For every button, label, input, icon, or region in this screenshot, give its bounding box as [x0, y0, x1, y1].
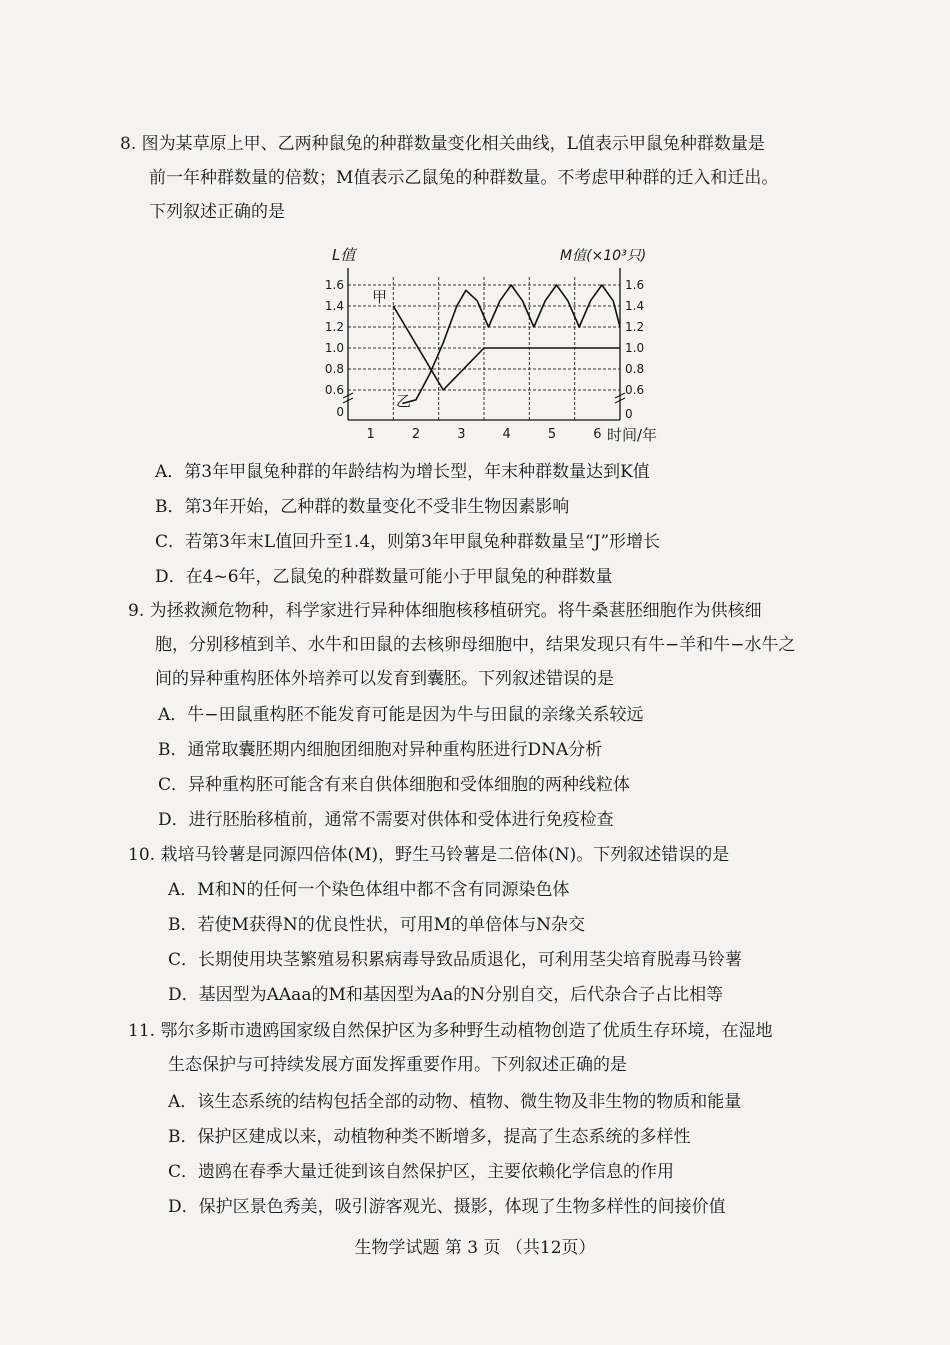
- question-stem-line: 图为某草原上甲、乙两种鼠兔的种群数量变化相关曲线，L值表示甲鼠兔种群数量是: [141, 134, 765, 154]
- option-8a: A．第3年甲鼠兔种群的年龄结构为增长型，年末种群数量达到K值: [155, 462, 650, 482]
- option-10c: C．长期使用块茎繁殖易积累病毒导致品质退化，可利用茎尖培育脱毒马铃薯: [168, 950, 743, 970]
- question-10: [128, 838, 729, 872]
- question-11: [128, 1014, 772, 1082]
- question-stem-line: 鄂尔多斯市遗鸥国家级自然保护区为多种野生动植物创造了优质生存环境，在湿地: [160, 1021, 773, 1041]
- option-10b: B．若使M获得N的优良性状，可用M的单倍体与N杂交: [168, 915, 586, 935]
- y-tick-left: 0.8: [324, 362, 344, 376]
- y-tick-left: 0.6: [324, 383, 344, 397]
- option-11d: D．保护区景色秀美，吸引游客观光、摄影，体现了生物多样性的间接价值: [168, 1197, 726, 1217]
- y-tick-right: 1.2: [625, 320, 645, 334]
- series-label-yi: 乙: [396, 392, 412, 410]
- y-tick-right: 0.8: [625, 362, 645, 376]
- option-8b: B．第3年开始，乙种群的数量变化不受非生物因素影响: [155, 497, 570, 517]
- question-stem-line: 前一年种群数量的倍数；M值表示乙鼠兔的种群数量。不考虑甲种群的迁入和迁出。: [149, 168, 779, 188]
- x-tick: 3: [457, 427, 466, 442]
- x-tick: 4: [502, 427, 511, 442]
- option-9b: B．通常取囊胚期内细胞团细胞对异种重构胚进行DNA分析: [158, 740, 603, 760]
- question-number: 8.: [120, 134, 137, 154]
- y-tick-zero-right: 0: [625, 407, 633, 421]
- option-10a: A．M和N的任何一个染色体组中都不含有同源染色体: [168, 880, 570, 900]
- option-9a: A．牛−田鼠重构胚不能发育可能是因为牛与田鼠的亲缘关系较远: [158, 705, 644, 725]
- question-stem-line: 生态保护与可持续发展方面发挥重要作用。下列叙述正确的是: [168, 1055, 627, 1075]
- x-tick: 6: [593, 427, 602, 442]
- x-tick: 5: [547, 427, 557, 442]
- series-line-yi: [402, 285, 620, 404]
- page-footer: 生物学试题 第 3 页 （共12页）: [354, 1238, 596, 1258]
- y-tick-right: 1.6: [625, 278, 645, 292]
- option-8d: D．在4~6年，乙鼠兔的种群数量可能小于甲鼠兔的种群数量: [155, 567, 613, 587]
- left-axis-label: L值: [332, 246, 356, 264]
- series-label-jia: 甲: [372, 288, 388, 306]
- question-stem-line: 胞，分别移植到羊、水牛和田鼠的去核卵母细胞中，结果发现只有牛−羊和牛−水牛之: [155, 635, 796, 655]
- y-tick-right: 1.4: [625, 299, 645, 313]
- question-8: [120, 127, 778, 229]
- option-9d: D．进行胚胎移植前，通常不需要对供体和受体进行免疫检查: [158, 810, 614, 830]
- question-stem-line: 间的异种重构胚体外培养可以发育到囊胚。下列叙述错误的是: [155, 669, 614, 689]
- right-axis-label: M值(×10³只): [560, 248, 647, 264]
- x-tick: 1: [366, 427, 375, 442]
- option-11c: C．遗鸥在春季大量迁徙到该自然保护区，主要依赖化学信息的作用: [168, 1162, 675, 1182]
- y-tick-left: 1.6: [324, 278, 344, 292]
- question-number: 10.: [128, 845, 156, 865]
- option-9c: C．异种重构胚可能含有来自供体细胞和受体细胞的两种线粒体: [158, 775, 631, 795]
- y-tick-right: 0.6: [625, 383, 645, 397]
- question-number: 9.: [128, 601, 145, 621]
- y-tick-left: 1.4: [324, 299, 344, 313]
- chart-series: [393, 285, 620, 404]
- question-stem-line: 栽培马铃薯是同源四倍体(M)，野生马铃薯是二倍体(N)。下列叙述错误的是: [160, 845, 730, 865]
- option-11b: B．保护区建成以来，动植物种类不断增多，提高了生态系统的多样性: [168, 1127, 691, 1147]
- x-tick: 2: [411, 427, 421, 442]
- y-tick-right: 1.0: [625, 341, 645, 355]
- question-number: 11.: [128, 1021, 156, 1041]
- population-chart: [320, 240, 680, 450]
- y-tick-left: 1.2: [324, 320, 344, 334]
- question-stem-line: 下列叙述正确的是: [149, 202, 285, 222]
- y-tick-left: 1.0: [324, 341, 344, 355]
- option-8c: C．若第3年末L值回升至1.4，则第3年甲鼠兔种群数量呈“J”形增长: [155, 532, 661, 552]
- y-tick-zero-left: 0: [336, 405, 344, 419]
- question-stem-line: 为拯救濒危物种，科学家进行异种体细胞核移植研究。将牛桑葚胚细胞作为供核细: [149, 601, 762, 621]
- option-11a: A．该生态系统的结构包括全部的动物、植物、微生物及非生物的物质和能量: [168, 1092, 742, 1112]
- option-10d: D．基因型为AAaa的M和基因型为Aa的N分别自交，后代杂合子占比相等: [168, 985, 724, 1005]
- question-9: [128, 594, 796, 696]
- x-axis-label: 时间/年: [607, 426, 658, 444]
